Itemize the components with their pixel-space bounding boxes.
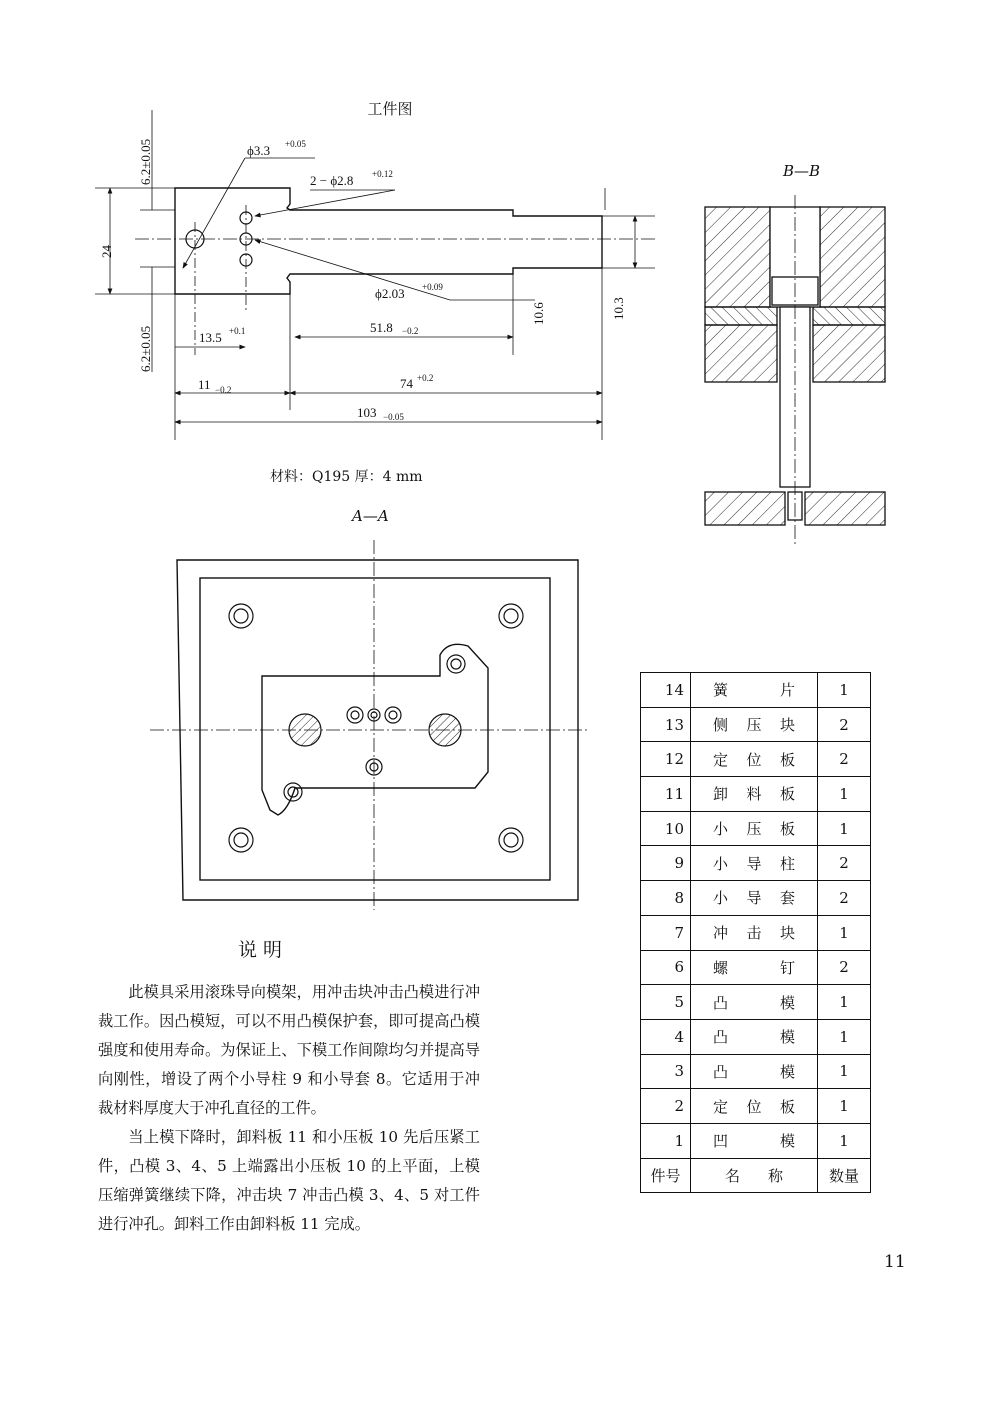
parts-table-row: [641, 742, 871, 777]
part-name-char: 位: [746, 750, 762, 769]
parts-table-row: [641, 846, 871, 881]
part-name-char: 板: [779, 750, 795, 769]
parts-table-row: [641, 1054, 871, 1089]
part-name: [691, 777, 818, 812]
dim-103: 10.3: [611, 297, 626, 320]
part-name-char: 板: [779, 1097, 795, 1116]
dim-phi203: ϕ2.03: [375, 286, 405, 301]
part-name-char: 凹: [713, 1132, 729, 1151]
section-aa-drawing: [150, 540, 610, 910]
part-name-char: 钉: [779, 958, 795, 977]
part-number: 8: [641, 881, 691, 916]
workpiece-drawing-title: 工件图: [367, 100, 413, 118]
svg-text:−0.2: −0.2: [215, 385, 232, 395]
dim-top: 6.2±0.05: [138, 138, 153, 185]
part-name-char: 小: [713, 820, 729, 839]
part-name-char: 块: [779, 924, 795, 943]
part-name-char: 名: [725, 1166, 741, 1185]
part-name-char: 击: [746, 924, 762, 943]
parts-table-row: [641, 950, 871, 985]
svg-text:−0.05: −0.05: [383, 412, 404, 422]
material-note: 材料：Q195 厚：4 mm: [270, 469, 423, 485]
part-name: [691, 915, 818, 950]
parts-table-row: [641, 673, 871, 708]
part-name-char: 凸: [713, 1028, 729, 1047]
part-number: 件号: [641, 1158, 691, 1193]
part-number: 5: [641, 985, 691, 1020]
part-name-char: 模: [779, 1062, 795, 1081]
part-number: 2: [641, 1089, 691, 1124]
part-quantity: 1: [818, 915, 871, 950]
parts-table-row: [641, 777, 871, 812]
dim-height: 24: [99, 245, 114, 258]
svg-text:+0.2: +0.2: [417, 373, 434, 383]
dim-phi33: ϕ3.3: [247, 143, 271, 158]
part-number: 12: [641, 742, 691, 777]
dim-106: 10.6: [531, 302, 546, 325]
part-name-char: 模: [779, 993, 795, 1012]
dim-103-length: 103: [357, 405, 377, 420]
part-number: 6: [641, 950, 691, 985]
explanation-paragraph: 此模具采用滚珠导向模架，用冲击块冲击凸模进行冲裁工作。因凸模短，可以不用凸模保护套，即可提高凸模强度和使用寿命。为保证上、下模工作间隙均匀并提高导向刚性，增设了两个小导柱 9 和小导套 8。它适用于冲裁材料厚度大于冲孔直径的工件。: [98, 983, 480, 1117]
part-quantity: 1: [818, 673, 871, 708]
part-number: 7: [641, 915, 691, 950]
part-name: [691, 881, 818, 916]
part-number: 14: [641, 673, 691, 708]
dim-518: 51.8: [370, 320, 393, 335]
parts-table-header: [641, 1158, 871, 1193]
part-name-char: 小: [713, 854, 729, 873]
svg-text:+0.05: +0.05: [285, 139, 306, 149]
part-quantity: 1: [818, 1123, 871, 1158]
part-number: 10: [641, 811, 691, 846]
part-name: [691, 846, 818, 881]
page-number: 11: [884, 1252, 906, 1272]
part-number: 11: [641, 777, 691, 812]
section-aa-label: A—A: [352, 507, 389, 525]
part-name: [691, 811, 818, 846]
part-name-char: 螺: [713, 958, 729, 977]
part-name: [691, 1089, 818, 1124]
workpiece-drawing: [95, 110, 665, 460]
section-bb-label: B—B: [783, 162, 821, 180]
parts-table: [640, 672, 871, 1193]
part-number: 3: [641, 1054, 691, 1089]
part-name-char: 套: [779, 889, 795, 908]
parts-table-row: [641, 1123, 871, 1158]
part-name: [691, 742, 818, 777]
dim-bottom: 6.2±0.05: [138, 325, 153, 372]
part-name: [691, 1019, 818, 1054]
part-name-char: 导: [746, 854, 762, 873]
part-name-char: 模: [779, 1028, 795, 1047]
part-name: [691, 673, 818, 708]
part-name-char: 小: [713, 889, 729, 908]
svg-text:−0.2: −0.2: [402, 326, 419, 336]
parts-table-row: [641, 881, 871, 916]
part-name-char: 模: [779, 1132, 795, 1151]
part-quantity: 2: [818, 881, 871, 916]
explanation-title: 说 明: [238, 939, 283, 961]
svg-text:+0.12: +0.12: [372, 169, 393, 179]
parts-table-row: [641, 985, 871, 1020]
parts-table-row: [641, 811, 871, 846]
part-name-char: 卸: [713, 785, 729, 804]
part-name: [691, 1123, 818, 1158]
part-quantity: 1: [818, 1019, 871, 1054]
dim-phi28: 2 − ϕ2.8: [310, 173, 354, 188]
part-name-char: 冲: [713, 924, 729, 943]
part-name-char: 称: [767, 1166, 783, 1185]
part-quantity: 2: [818, 846, 871, 881]
part-quantity: 2: [818, 742, 871, 777]
svg-text:+0.09: +0.09: [422, 282, 443, 292]
part-quantity: 1: [818, 777, 871, 812]
dim-11: 11: [198, 377, 211, 392]
explanation-paragraph: 当上模下降时，卸料板 11 和小压板 10 先后压紧工件，凸模 3、4、5 上端露出小压板 10 的上平面，上模压缩弹簧继续下降，冲击块 7 冲击凸模 3、4、5 对工件进行冲孔。卸料工作由卸料板 11 完成。: [98, 1128, 480, 1233]
parts-table-row: [641, 1019, 871, 1054]
svg-text:+0.1: +0.1: [229, 326, 246, 336]
dim-135: 13.5: [199, 330, 222, 345]
part-name-char: 压: [746, 820, 762, 839]
part-name: [691, 950, 818, 985]
part-number: 13: [641, 707, 691, 742]
part-name: [691, 985, 818, 1020]
part-name-char: 凸: [713, 993, 729, 1012]
part-name-char: 柱: [779, 854, 795, 873]
part-name: [691, 1054, 818, 1089]
part-quantity: 数量: [818, 1158, 871, 1193]
parts-table-row: [641, 915, 871, 950]
part-quantity: 1: [818, 985, 871, 1020]
part-quantity: 1: [818, 1054, 871, 1089]
parts-table-row: [641, 1089, 871, 1124]
section-bb-drawing: [700, 195, 890, 545]
part-number: 4: [641, 1019, 691, 1054]
part-name: [691, 707, 818, 742]
part-name-char: 簧: [713, 681, 729, 700]
parts-table-row: [641, 707, 871, 742]
part-name-char: 定: [713, 750, 729, 769]
part-name-char: 导: [746, 889, 762, 908]
part-number: 9: [641, 846, 691, 881]
workpiece-outline: [175, 188, 602, 294]
part-quantity: 1: [818, 811, 871, 846]
part-name: [691, 1158, 818, 1193]
part-name-char: 料: [746, 785, 762, 804]
explanation-body: [98, 978, 480, 1239]
part-name-char: 凸: [713, 1062, 729, 1081]
part-name-char: 板: [779, 785, 795, 804]
part-number: 1: [641, 1123, 691, 1158]
part-name-char: 定: [713, 1097, 729, 1116]
part-quantity: 1: [818, 1089, 871, 1124]
part-name-char: 位: [746, 1097, 762, 1116]
part-quantity: 2: [818, 950, 871, 985]
part-name-char: 块: [779, 716, 795, 735]
part-name-char: 板: [779, 820, 795, 839]
part-quantity: 2: [818, 707, 871, 742]
part-name-char: 片: [779, 681, 795, 700]
part-name-char: 压: [746, 716, 762, 735]
part-name-char: 侧: [713, 716, 729, 735]
dim-74: 74: [400, 376, 413, 391]
